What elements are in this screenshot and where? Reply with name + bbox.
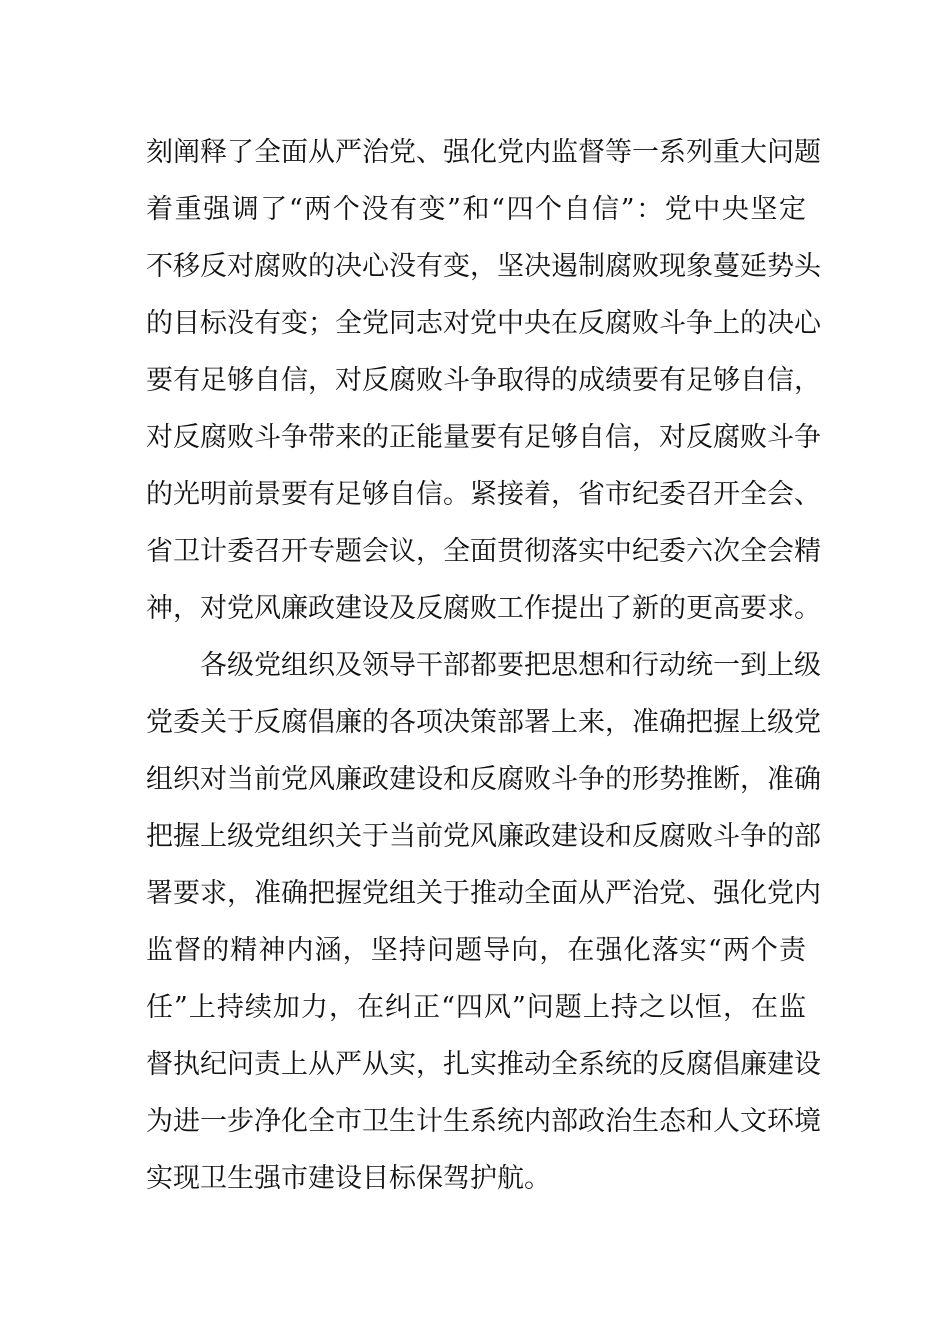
paragraph-2-line-4: 把握上级党组织关于当前党风廉政建设和反腐败斗争的部 [146, 821, 821, 852]
paragraph-2-line-5: 署要求，准确把握党组关于推动全面从严治党、强化党内 [146, 878, 821, 909]
paragraph-1-line-6: 对反腐败斗争带来的正能量要有足够自信，对反腐败斗争 [146, 422, 821, 453]
paragraph-1-line-9: 神，对党风廉政建设及反腐败工作提出了新的更高要求。 [146, 593, 821, 624]
paragraph-2-line-2: 党委关于反腐倡廉的各项决策部署上来，准确把握上级党 [146, 707, 821, 738]
paragraph-2-line-1: 各级党组织及领导干部都要把思想和行动统一到上级 [200, 650, 821, 681]
paragraph-2-line-9: 为进一步净化全市卫生计生系统内部政治生态和人文环境 [146, 1106, 821, 1137]
paragraph-1-line-5: 要有足够自信，对反腐败斗争取得的成绩要有足够自信， [146, 365, 821, 396]
paragraph-2-line-6: 监督的精神内涵，坚持问题导向，在强化落实“两个责 [146, 935, 806, 966]
paragraph-1-line-7: 的光明前景要有足够自信。紧接着，省市纪委召开全会、 [146, 479, 821, 510]
paragraph-1-line-8: 省卫计委召开专题会议，全面贯彻落实中纪委六次全会精 [146, 536, 821, 567]
paragraph-2-line-8: 督执纪问责上从严从实，扎实推动全系统的反腐倡廉建设 [146, 1049, 821, 1080]
paragraph-1-line-4: 的目标没有变；全党同志对党中央在反腐败斗争上的决心 [146, 308, 821, 339]
paragraph-2-line-7: 任”上持续加力，在纠正“四风”问题上持之以恒，在监 [146, 992, 806, 1023]
paragraph-2-line-3: 组织对当前党风廉政建设和反腐败斗争的形势推断，准确 [146, 764, 821, 795]
paragraph-1-line-2: 着重强调了“两个没有变”和“四个自信”：党中央坚定 [146, 194, 806, 225]
paragraph-1-line-1: 刻阐释了全面从严治党、强化党内监督等一系列重大问题 [146, 137, 821, 168]
paragraph-2-line-10: 实现卫生强市建设目标保驾护航。 [146, 1163, 551, 1194]
paragraph-1-line-3: 不移反对腐败的决心没有变，坚决遏制腐败现象蔓延势头 [146, 251, 821, 282]
